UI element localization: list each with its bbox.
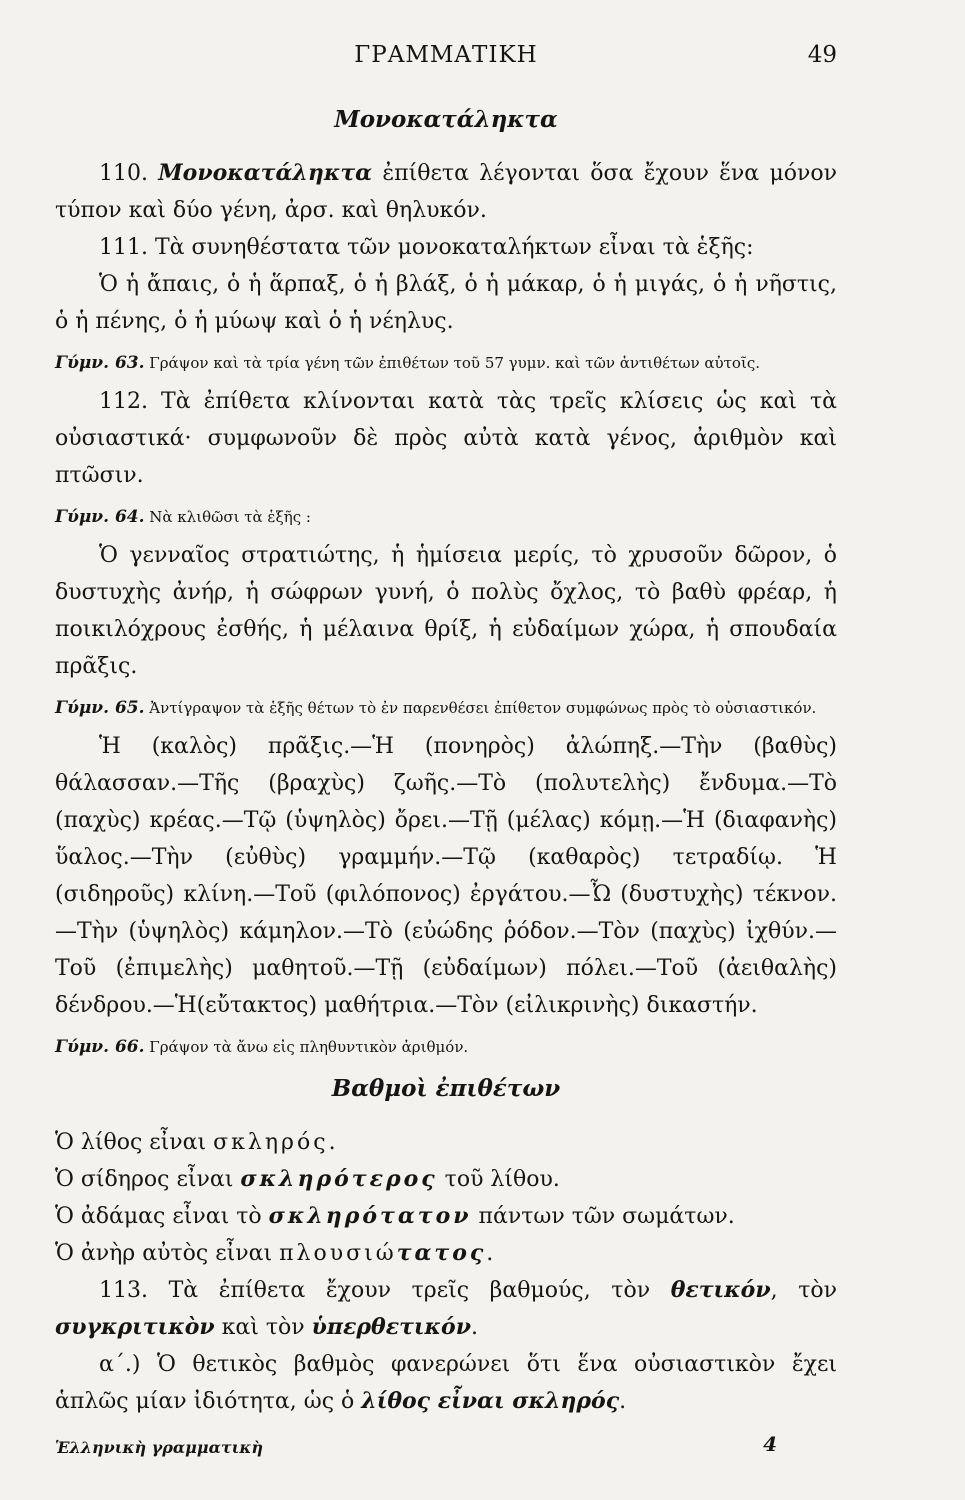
exercise-66-label: Γύμν. 66. (55, 1037, 145, 1057)
paragraph-110-number: 110. (99, 161, 159, 186)
example-line-4-c: . (486, 1241, 494, 1266)
exercise-66-text: Γράψον τὰ ἄνω εἰς πληθυντικὸν ἀριθμόν. (144, 1038, 469, 1056)
exercise-64-text: Νὰ κλιθῶσι τὰ ἑξῆς : (144, 508, 311, 526)
example-line-3-c: πάντων τῶν σωμάτων. (471, 1204, 735, 1229)
paragraph-112: 112. Τὰ ἐπίθετα κλίνονται κατὰ τὰς τρεῖς κλίσεις ὡς καὶ τὰ οὐσιαστικά· συμφωνοῦν δὲ πρὸς αὐτὰ κατὰ γένος, ἀριθμὸν καὶ πτῶσιν. (55, 389, 837, 488)
page-number: 49 (807, 42, 837, 68)
paragraph-110-text: ἐπίθετα λέγονται ὅσα ἔχουν ἕνα μόνον τύπον καὶ δύο γένη, ἀρσ. καὶ θηλυκόν. (55, 161, 837, 223)
footer-signature: Ἑλληνικὴ γραμματικὴ (55, 1438, 264, 1457)
example-line-2-a: Ὁ σίδηρος εἶναι (55, 1167, 241, 1192)
paragraph-110 (55, 155, 837, 229)
example-line-1-c: . (328, 1130, 336, 1155)
footer-sheet-number: 4 (763, 1432, 777, 1456)
paragraph-110-term: Μονοκατάληκτα (158, 160, 373, 186)
example-line-1-a: Ὁ λίθος εἶναι (55, 1130, 214, 1155)
page-header (55, 40, 837, 80)
exercise-66 (55, 1034, 837, 1061)
term-yperthetikon: ὑπερθετικόν (311, 1314, 471, 1340)
paragraph-alpha-example: λίθος εἶναι σκληρός (361, 1388, 620, 1414)
exercise-65-body: Ἡ (καλὸς) πρᾶξις.—Ἡ (πονηρὸς) ἀλώπηξ.—Τὴν (βαθὺς) θάλασσαν.—Τῆς (βραχὺς) ζωῆς.—Τὸ (πολυτελὴς) ἔνδυμα.—Τὸ (παχὺς) κρέας.—Τῷ (ὑψηλὸς) ὄρει.—Τῇ (μέλας) κόμῃ.—Ἡ (διαφανὴς) ὕαλος.—Τὴν (εὐθὺς) γραμμήν.—Τῷ (καθαρὸς) τετραδίῳ. Ἡ (σιδηροῦς) κλίνη.—Τοῦ (φιλόπονος) ἐργάτου.—Ὦ (δυστυχὴς) τέκνον.—Τὴν (ὑψηλὸς) κάμηλον.—Τὸ (εὐώδης ῥόδον.—Τὸν (παχὺς) ἰχθύν.—Τοῦ (ἐπιμελὴς) μαθητοῦ.—Τῇ (εὐδαίμων) πόλει.—Τοῦ (ἀειθαλὴς) δένδρου.—Ἡ(εὔτακτος) μαθήτρια.—Τὸν (εἰλικρινὴς) δικαστήν. (55, 734, 837, 1018)
example-line-3 (55, 1198, 837, 1235)
example-line-1-word: σκληρός (213, 1130, 329, 1155)
paragraph-113-c: καὶ τὸν (214, 1315, 312, 1340)
exercise-63 (55, 350, 837, 377)
exercise-65-text: Ἀντίγραψον τὰ ἑξῆς θέτων τὸ ἐν παρενθέσει ἐπίθετον συμφώνως πρὸς τὸ οὐσιαστικόν. (144, 699, 817, 717)
exercise-64-label: Γύμν. 64. (55, 507, 145, 527)
term-synkritikon: συγκριτικὸν (55, 1314, 215, 1340)
exercise-64 (55, 504, 837, 531)
term-thetikon: θετικόν (670, 1277, 771, 1303)
paragraph-111-list: Ὁ ἡ ἄπαις, ὁ ἡ ἅρπαξ, ὁ ἡ βλάξ, ὁ ἡ μάκαρ, ὁ ἡ μιγάς, ὁ ἡ νῆστις, ὁ ἡ πένης, ὁ ἡ μύωψ καὶ ὁ ἡ νέηλυς. (55, 272, 837, 334)
exercise-65 (55, 695, 837, 722)
paragraph-111: 111. Τὰ συνηθέστατα τῶν μονοκαταλήκτων εἶναι τὰ ἑξῆς: (99, 235, 754, 260)
exercise-64-list: Ὁ γενναῖος στρατιώτης, ἡ ἡμίσεια μερίς, τὸ χρυσοῦν δῶρον, ὁ δυστυχὴς ἀνήρ, ἡ σώφρων γυνή, ὁ πολὺς ὄχλος, τὸ βαθὺ φρέαρ, ἡ ποικιλόχρους ἐσθής, ἡ μέλαινα θρίξ, ἡ εὐδαίμων χώρα, ἡ σπουδαία πρᾶξις. (55, 543, 837, 679)
paragraph-113 (55, 1272, 837, 1346)
example-line-2-word: σκληρότερος (240, 1166, 438, 1192)
exercise-63-text: Γράψον καὶ τὰ τρία γένη τῶν ἐπιθέτων τοῦ 57 γυμν. καὶ τῶν ἀντιθέτων αὐτοῖς. (144, 354, 760, 372)
example-line-4-word-b: τατος (396, 1240, 487, 1266)
example-line-4-a: Ὁ ἀνὴρ αὐτὸς εἶναι (55, 1241, 280, 1266)
example-line-3-word: σκληρότατον (268, 1203, 472, 1229)
book-page (55, 40, 837, 1468)
example-line-1 (55, 1124, 837, 1161)
example-line-2 (55, 1161, 837, 1198)
paragraph-alpha (55, 1346, 837, 1420)
paragraph-113-d: . (470, 1315, 478, 1340)
paragraph-113-b: , τὸν (770, 1278, 838, 1303)
paragraph-113-a: 113. Τὰ ἐπίθετα ἔχουν τρεῖς βαθμούς, τὸν (99, 1278, 671, 1303)
section-title-monokatalikta: Μονοκατάληκτα (334, 106, 558, 133)
paragraph-alpha-c: . (619, 1389, 627, 1414)
paragraph-alpha-a: α΄.) Ὁ θετικὸς βαθμὸς φανερώνει ὅτι ἕνα οὐσιαστικὸν ἔχει ἁπλῶς μίαν ἰδιότητα, ὡς ὁ (55, 1352, 837, 1414)
exercise-65-label: Γύμν. 65. (55, 698, 145, 718)
example-line-4 (55, 1235, 837, 1272)
exercise-63-label: Γύμν. 63. (55, 353, 145, 373)
section-title-vathmoi: Βαθμοὶ ἐπιθέτων (331, 1075, 561, 1102)
example-line-4-word-a: πλουσιώ (279, 1241, 397, 1266)
page-footer (55, 1432, 837, 1468)
running-title: ΓΡΑΜΜΑΤΙΚΗ (354, 42, 538, 68)
example-line-2-c: τοῦ λίθου. (437, 1167, 560, 1192)
example-line-3-a: Ὁ ἀδάμας εἶναι τὸ (55, 1204, 269, 1229)
